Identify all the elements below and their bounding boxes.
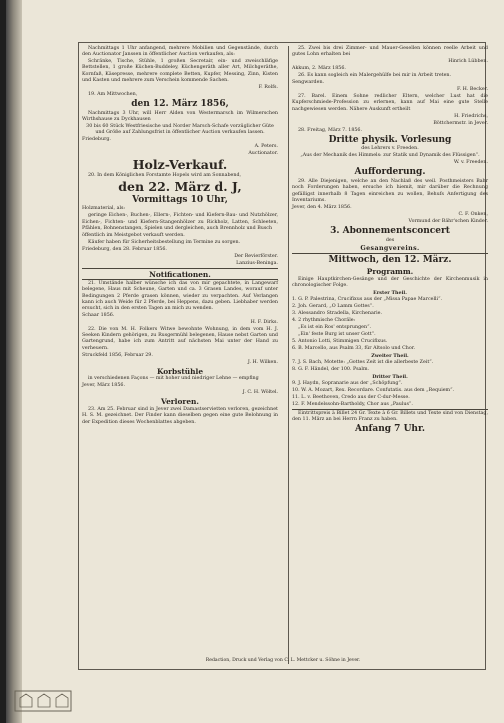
right-paragraph: 11. L. v. Beethoven, Credo aus der C-dur-Messe. — [292, 395, 410, 400]
right-paragraph: 28. Freitag, März 7. 1856. — [298, 127, 363, 133]
right-paragraph: „Aus der Mechanik des Himmels: zur Statik und Dynamik des Flüssigen“. — [300, 153, 480, 159]
right-paragraph: 26. Es kann sogleich ein Malergehülfe bei mir in Arbeit treten. — [298, 73, 452, 79]
left-paragraph: 23. Am 25. Februar sind in Jever zwei Damastservietten verloren, gezeichnet H. S. M. gezeichnet. Der Finder kann dieselben gegen eine gute Belohnung in der Expedition dieses Wochenblattes abgeben. — [82, 407, 278, 425]
right-paragraph: 27. Barel. Einem Sohne redlicher Eltern, welcher Lust hat die Kupferschmiede-Profession zu erlernen, kann auf Mai eine gute Stelle nachgewiesen werden. Nähere Auskunft ertheilt — [292, 94, 488, 112]
right-paragraph: 3. Abonnementsconcert — [330, 225, 450, 236]
right-paragraph: Hinrich Lübben. — [448, 59, 488, 65]
right-paragraph: Erster Theil. — [373, 290, 407, 296]
left-paragraph: 20. In dem Königlichen Forstamte Hopels wird am Sonnabend, — [88, 172, 242, 178]
library-stamp-icon — [14, 690, 72, 712]
left-paragraph: Friedeburg. — [82, 137, 111, 143]
right-paragraph: 4. 2 rhythmische Choräle: — [292, 318, 356, 323]
left-column — [82, 46, 278, 427]
left-paragraph: in verschiedenen Façons — mit hoher und niedriger Lehne — empfing — [88, 376, 259, 382]
left-paragraph: Notificationen. — [149, 269, 211, 279]
right-paragraph: 25. Zwei bis drei Zimmer- und Mauer-Gesellen können reelle Arbeit und gutes Lohn erhalten bei — [292, 46, 488, 58]
right-paragraph: „Ein' feste Burg ist unser Gott“. — [298, 332, 376, 337]
left-paragraph: Verloren. — [161, 397, 199, 407]
right-paragraph: 29. Alle Diejenigen, welche an den Nachlaß des weil. Posthmeisters Bahr noch Forderungen haben, ersuche ich hiemit, mir darüber die Rechnung gefälligst innerhalb 8 Tagen einreichen zu wollen, Behufs Anfertigung des Inventariums. — [292, 179, 488, 203]
right-paragraph: 9. J. Haydn, Sopranarie aus der „Schöpfung“. — [292, 381, 403, 386]
right-paragraph: 12. F. Mendelssohn-Bartholdy, Chor aus „Paulus“. — [292, 402, 413, 407]
left-paragraph: geringe Eichen-, Buchen-, Ellern-, Fichten- und Kiefern-Bau- und Nutzhölzer, Eichen-, Fichten- und Kiefern-Stangenhölzer zu Rickholz, Latten, Schleeten, Pfählen, Bohnenstangen, Spielen und dergleichen, auch Brennholz und Busch — [82, 213, 278, 231]
left-paragraph: 30 bis 60 Stück Westfriesische und Norder Marsch-Schafe vorzüglicher Güte und Größe auf Zahlungsfrist in öffentlicher Auction verkaufen lassen. — [86, 123, 274, 136]
left-paragraph: J. C. H. Wöltel. — [242, 390, 278, 396]
right-paragraph: Dritter Theil. — [372, 374, 408, 380]
right-paragraph: 6. B. Marcello, aus Psalm 33, für Altsolo und Chor. — [292, 346, 416, 351]
right-paragraph: Böttchermstr. in Jever. — [433, 120, 488, 126]
right-paragraph: des — [385, 237, 395, 243]
left-paragraph: A. Peters. — [254, 144, 278, 150]
right-paragraph: H. Friedrichs, — [454, 113, 488, 119]
right-paragraph: Programm. — [366, 267, 414, 276]
left-paragraph: Auctionator. — [248, 151, 278, 157]
right-paragraph: Einige Hauptkirchen-Gesänge und der Geschichte der Kirchenmusik in chronologischer Folge. — [292, 276, 488, 288]
right-paragraph: Sengwarden. — [292, 80, 325, 86]
right-paragraph: 5. Antonio Lotti, Stimmigen Crucifixus. — [292, 339, 388, 344]
right-paragraph: 2. Joh. Gerard, „O Lamm Gottes“. — [292, 304, 374, 309]
left-paragraph: Jever, März 1856. — [82, 383, 125, 389]
left-paragraph: Struckfeld 1856, Februar 29. — [82, 352, 153, 358]
right-paragraph: Gesangvereins. — [360, 244, 420, 252]
right-paragraph: Eintrittspreis à Billet 24 Gr. Texte à 6 Gr. Billets und Texte sind von Dienstag, den 11. März an bei Herrn Franz zu haben. — [292, 410, 488, 422]
left-paragraph: den 12. März 1856, — [131, 98, 229, 109]
left-paragraph: Schaar 1856. — [82, 313, 115, 319]
left-paragraph: J. H. Wilken. — [247, 359, 278, 365]
right-paragraph: 10. W. A. Mozart, Rex. Recordare. Confutatis. aus dem „Requiem“. — [292, 388, 455, 393]
left-paragraph: Der Revierförster. — [234, 253, 278, 259]
right-paragraph: Jever, den 4. März 1856. — [292, 204, 352, 210]
right-paragraph: Zweiter Theil. — [371, 353, 409, 359]
left-paragraph: Nachmittags 3 Uhr, will Herr Alden von Westermarsch im Wilmerschen Wirthshause zu Dyckhausen — [82, 110, 278, 122]
right-paragraph: C. F. Onken, — [458, 211, 488, 217]
right-paragraph: „Es ist ein Ros' entsprungen“. — [298, 325, 372, 330]
column-separator — [288, 46, 289, 664]
left-paragraph: Korbstühle — [156, 366, 204, 376]
right-paragraph: Vormund der Bähr'schen Kinder. — [408, 218, 488, 224]
right-paragraph: Mittwoch, den 12. März. — [328, 255, 452, 266]
left-paragraph: Käufer haben für Sicherheitsbestellung im Termine zu sorgen. — [88, 239, 241, 245]
right-paragraph: 3. Alessandro Stradella, Kirchenarie. — [292, 311, 383, 316]
left-paragraph: Friedeburg, den 28. Februar 1856. — [82, 246, 167, 252]
right-paragraph: Akkum, 2. März 1856. — [292, 66, 346, 72]
left-paragraph: 21. Umstände halber wünsche ich das von mir gepachtete, in Langewarf belegene, Haus mit Scheune, Garten und ca. 3 Grasen Landes, worauf unter Bedingungen 2 Pferde grasen können, wieder zu verpachten. Auf Verlangen kann ich auch Weide für 2 Pferde, bei Heppens, dazu geben. Liebhaber werden ersucht, sich in den ersten Tagen an mich zu wenden. — [82, 281, 278, 312]
left-paragraph: Vormittags 10 Uhr, — [132, 194, 228, 205]
newspaper-page — [6, 0, 504, 723]
right-paragraph: F. H. Becker. — [457, 87, 488, 93]
left-paragraph: Lanzius-Beninga. — [236, 260, 278, 266]
right-paragraph: des Lehrers v. Freeden. — [361, 146, 419, 152]
right-paragraph: 7. J. S. Bach, Motette: „Gottes Zeit ist die allerbeste Zeit“. — [292, 360, 434, 365]
left-paragraph: 19. Am Mittwochen, — [88, 91, 138, 97]
left-paragraph: F. Rolfs. — [258, 84, 278, 90]
right-paragraph: W. v. Freeden. — [453, 160, 488, 166]
right-column — [292, 46, 488, 436]
left-paragraph: den 22. März d. J, — [118, 178, 242, 194]
right-paragraph: Anfang 7 Uhr. — [354, 424, 426, 434]
left-paragraph: Nachmittags 1 Uhr anfangend, mehrere Mobilien und Gegenstände, durch den Auctionator Janssen in öffentlicher Auction verkaufen, als: — [82, 46, 278, 58]
right-paragraph: Dritte physik. Vorlesung — [328, 134, 452, 145]
left-paragraph: Holz-Verkauf. — [132, 157, 228, 173]
right-paragraph: Aufforderung. — [354, 167, 426, 178]
book-spine — [6, 0, 22, 723]
imprint-line: Redaction, Druck und Verlag von C. L. Mettcker u. Söhne in Jever. — [205, 658, 361, 663]
right-paragraph: 1. G. P. Palestrina, Crucifixus aus der „Missa Papae Marcelli“. — [292, 297, 443, 302]
left-paragraph: Schränke, Tische, Stühle, 1 großen Secretair, ein- und zweischläfige Bettstellen, 1 große Küchen-Buddeley, Küchengeräth aller Art, Milchgeräthe, Kornfaß, Käsepresse, mehrere complete Betten, Kupfer, Messing, Zinn, Kisten und Kasten und mehrere zum Verschein kommende Sachen. — [82, 59, 278, 83]
left-paragraph: H. F. Dirks. — [250, 320, 278, 326]
left-paragraph: Holzmaterial, als: — [82, 206, 126, 212]
left-paragraph: öffentlich im Meistgebot verkauft werden. — [82, 232, 185, 238]
right-paragraph: 8. G. F. Händel, der 100. Psalm. — [292, 367, 370, 372]
left-paragraph: 22. Die von M. H. Folkers Witwe bewohnte Wohnung, in dem vom H. J. Seeken Kindern gehörigen, zu Rusgermühl belegenen, Hause nebst Garten und Gartengrund, habe ich zum Antritt auf nächsten Mai unter der Hand zu verheuern. — [82, 327, 278, 351]
